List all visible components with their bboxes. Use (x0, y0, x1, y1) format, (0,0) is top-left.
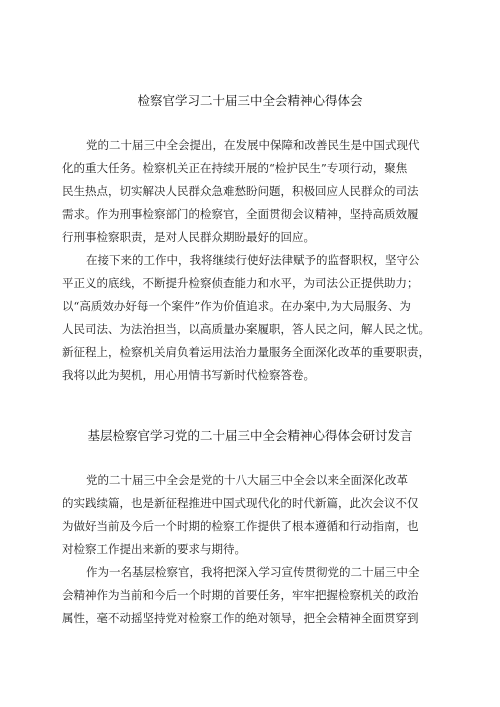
paragraph-line: 党的二十届三中全会是党的十八大届三中全会以来全面深化改革 (86, 473, 408, 487)
paragraph-line: 对检察工作提出来新的要求与期待。 (62, 542, 246, 556)
paragraph-line: 属性，毫不动摇坚持党对检察工作的绝对领导，把全会精神全面贯穿到 (62, 611, 419, 625)
paragraph-line: 作为一名基层检察官，我将把深入学习宣传贯彻党的二十届三中全 (86, 565, 420, 579)
paragraph-line: 以“高质效办好每一个案件”作为价值追求。在办案中,为大局服务、为 (62, 299, 411, 313)
paragraph-line: 的实践续篇，也是新征程推进中国式现代化的时代新篇，此次会议不仅 (62, 496, 419, 510)
paragraph-line: 党的二十届三中全会提出，在发展中保障和改善民生是中国式现代 (86, 138, 420, 152)
paragraph-line: 为做好当前及今后一个时期的检察工作提供了根本遵循和行动指南，也 (62, 519, 419, 533)
paragraph-line: 新征程上，检察机关肩负着运用法治力量服务全面深化改革的重要职责， (62, 345, 430, 359)
paragraph-line: 行刑事检察职责，是对人民群众期盼最好的回应。 (62, 230, 315, 244)
paragraph-line: 民生热点，切实解决人民群众急难愁盼问题，积极回应人民群众的司法 (62, 184, 419, 198)
paragraph-line: 化的重大任务。检察机关正在持续开展的“检护民生”专项行动，聚焦 (62, 161, 408, 175)
paragraph-line: 平正义的底线，不断提升检察侦查能力和水平，为司法公正提供助力； (62, 276, 419, 290)
paragraph-line: 人民司法、为法治担当，以高质量办案履职，答人民之问，解人民之忧。 (62, 322, 430, 336)
document-title-2: 基层检察官学习党的二十届三中全会精神心得体会研讨发言 (87, 428, 413, 443)
paragraph-line: 我将以此为契机，用心用情书写新时代检察答卷。 (62, 368, 315, 382)
paragraph-line: 需求。作为刑事检察部门的检察官，全面贯彻会议精神，坚持高质效履 (62, 207, 419, 221)
paragraph-line: 在接下来的工作中，我将继续行使好法律赋予的监督职权，坚守公 (86, 253, 420, 267)
document-title-1: 检察官学习二十届三中全会精神心得体会 (137, 93, 363, 108)
paragraph-line: 会精神作为当前和今后一个时期的首要任务，牢牢把握检察机关的政治 (62, 588, 419, 602)
